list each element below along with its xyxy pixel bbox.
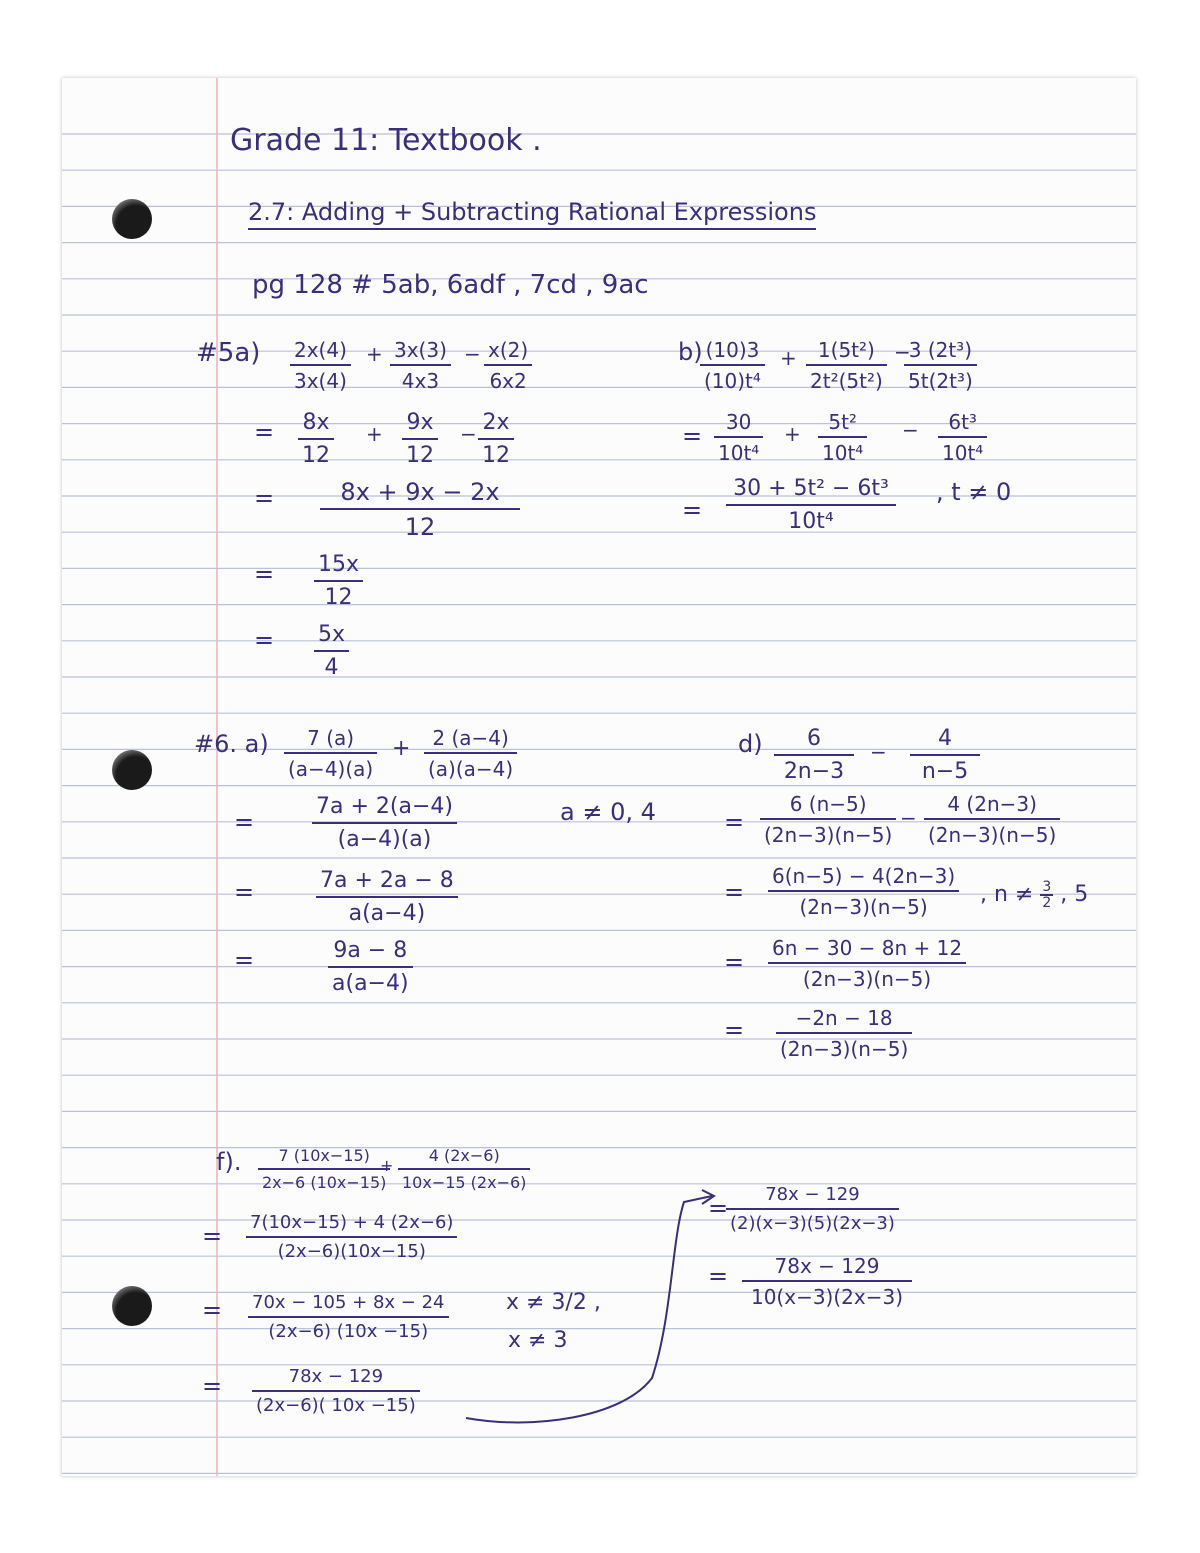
continuation-arrow bbox=[62, 78, 1136, 1476]
fraction: $\frac{5x}{4}$ bbox=[314, 624, 349, 679]
fraction: $\frac{7 (10x-15)}{2x-6 (10x-15)}$ bbox=[258, 1148, 390, 1191]
fraction: $\frac{x(2)}{6x2}$ bbox=[484, 340, 532, 391]
fraction: $\frac{15x}{12}$ bbox=[314, 554, 363, 609]
fraction: $\frac{70x - 105 + 8x - 24}{(2x-6) (10x -15)}$ bbox=[248, 1294, 449, 1341]
restriction-text: , n ≠ bbox=[980, 882, 1034, 907]
operator: − bbox=[902, 418, 919, 442]
operator: − bbox=[900, 806, 917, 830]
fraction: $\frac{\text{5t²}}{\text{10t⁴}}$ bbox=[818, 412, 867, 463]
fraction: $\frac{3x(3)}{4x3}$ bbox=[390, 340, 451, 391]
page-title: Grade 11: Textbook . bbox=[230, 123, 542, 158]
fraction: $\frac{2x(4)}{3x(4)}$ bbox=[290, 340, 351, 391]
fraction: $\frac{\text{3 (2t³)}}{\text{5t(2t³)}}$ bbox=[904, 340, 977, 391]
equals-sign: = bbox=[682, 496, 703, 524]
equals-sign: = bbox=[724, 808, 745, 836]
fraction: $\frac{78x - 129}{(2)(x-3)(5)(2x-3)}$ bbox=[726, 1186, 899, 1233]
operator: + bbox=[780, 346, 797, 370]
operator: + bbox=[392, 736, 411, 761]
operator: + bbox=[366, 422, 383, 446]
equals-sign: = bbox=[724, 878, 745, 906]
assignment-line: pg 128 # 5ab, 6adf , 7cd , 9ac bbox=[252, 270, 649, 300]
equals-sign: = bbox=[234, 946, 255, 974]
equals-sign: = bbox=[234, 878, 255, 906]
restriction: a ≠ 0, 4 bbox=[560, 798, 656, 826]
equals-sign: = bbox=[254, 418, 275, 446]
fraction: $\frac{7 (a)}{(a-4)(a)}$ bbox=[284, 728, 377, 779]
restriction-1: x ≠ 3/2 , bbox=[506, 1290, 601, 1315]
problem-label: f). bbox=[216, 1148, 242, 1176]
problem-label: #5a) bbox=[196, 338, 261, 368]
problem-label: b) bbox=[678, 338, 703, 366]
fraction: $\frac{9x}{12}$ bbox=[402, 412, 438, 467]
operator: − bbox=[894, 340, 911, 364]
equals-sign: = bbox=[202, 1296, 223, 1324]
fraction: $\frac{4 (2n-3)}{(2n-3)(n-5)}$ bbox=[924, 794, 1060, 845]
fraction: $\frac{6 (n-5)}{(2n-3)(n-5)}$ bbox=[760, 794, 896, 845]
fraction: $\frac{9a - 8}{a(a-4)}$ bbox=[328, 940, 413, 995]
problem-label: d) bbox=[738, 730, 763, 758]
fraction: $\frac{8x}{12}$ bbox=[298, 412, 334, 467]
equals-sign: = bbox=[724, 1016, 745, 1044]
fraction: $\frac{78x - 129}{(2x-6)( 10x -15)}$ bbox=[252, 1368, 420, 1415]
equals-sign: = bbox=[724, 948, 745, 976]
equals-sign: = bbox=[708, 1262, 729, 1290]
equals-sign: = bbox=[254, 560, 275, 588]
fraction: $\frac{8x + 9x - 2x}{12}$ bbox=[320, 480, 520, 539]
equals-sign: = bbox=[202, 1222, 223, 1250]
fraction: $\frac{78x - 129}{10(x-3)(2x-3)}$ bbox=[742, 1256, 912, 1307]
equals-sign: = bbox=[682, 422, 703, 450]
fraction: $\frac{(10)3}{\text{(10)t⁴}}$ bbox=[700, 340, 765, 391]
fraction: $\frac{7(10x-15) + 4 (2x-6)}{(2x-6)(10x-15)}$ bbox=[246, 1214, 457, 1261]
fraction: $\frac{30}{\text{10t⁴}}$ bbox=[714, 412, 763, 463]
restriction-tail: , 5 bbox=[1060, 882, 1089, 907]
restriction-2: x ≠ 3 bbox=[508, 1328, 568, 1353]
notebook-page bbox=[62, 78, 1136, 1476]
fraction: $\frac{7a + 2(a-4)}{(a-4)(a)}$ bbox=[312, 796, 457, 851]
operator: − bbox=[464, 342, 481, 366]
fraction: $\frac{\text{1(5t²)}}{\text{2t²(5t²)}}$ bbox=[806, 340, 887, 391]
fraction: $\frac{4 (2x-6)}{10x-15 (2x-6)}$ bbox=[398, 1148, 530, 1191]
equals-sign: = bbox=[708, 1194, 729, 1222]
fraction: $\frac{4}{n-5}$ bbox=[910, 728, 980, 783]
restriction: , t ≠ 0 bbox=[936, 478, 1012, 506]
fraction: $\frac{6}{2n-3}$ bbox=[774, 728, 854, 783]
equals-sign: = bbox=[254, 484, 275, 512]
equals-sign: = bbox=[202, 1372, 223, 1400]
fraction: $\frac{2x}{12}$ bbox=[478, 412, 514, 467]
operator: + bbox=[366, 342, 383, 366]
fraction: $\frac{6(n-5) - 4(2n-3)}{(2n-3)(n-5)}$ bbox=[768, 866, 959, 917]
section-heading: 2.7: Adding + Subtracting Rational Expressions bbox=[248, 200, 816, 230]
equals-sign: = bbox=[234, 808, 255, 836]
problem-label: #6. a) bbox=[194, 730, 269, 758]
fraction: $\frac{7a + 2a - 8}{a(a-4)}$ bbox=[316, 870, 458, 925]
fraction: $\frac{2 (a-4)}{(a)(a-4)}$ bbox=[424, 728, 517, 779]
operator: + bbox=[784, 422, 801, 446]
fraction: $\frac{\text{6t³}}{\text{10t⁴}}$ bbox=[938, 412, 987, 463]
fraction: $\frac{\text{30 + 5t² − 6t³}}{\text{10t⁴}}$ bbox=[726, 478, 896, 533]
operator: + bbox=[380, 1156, 394, 1175]
equals-sign: = bbox=[254, 626, 275, 654]
fraction: $\frac{6n - 30 - 8n + 12}{(2n-3)(n-5)}$ bbox=[768, 938, 966, 989]
operator: − bbox=[460, 422, 477, 446]
restriction-fraction: $\frac{3}{2}$ bbox=[1042, 879, 1052, 911]
operator: − bbox=[870, 740, 887, 764]
fraction: $\frac{-2n - 18}{(2n-3)(n-5)}$ bbox=[776, 1008, 912, 1059]
